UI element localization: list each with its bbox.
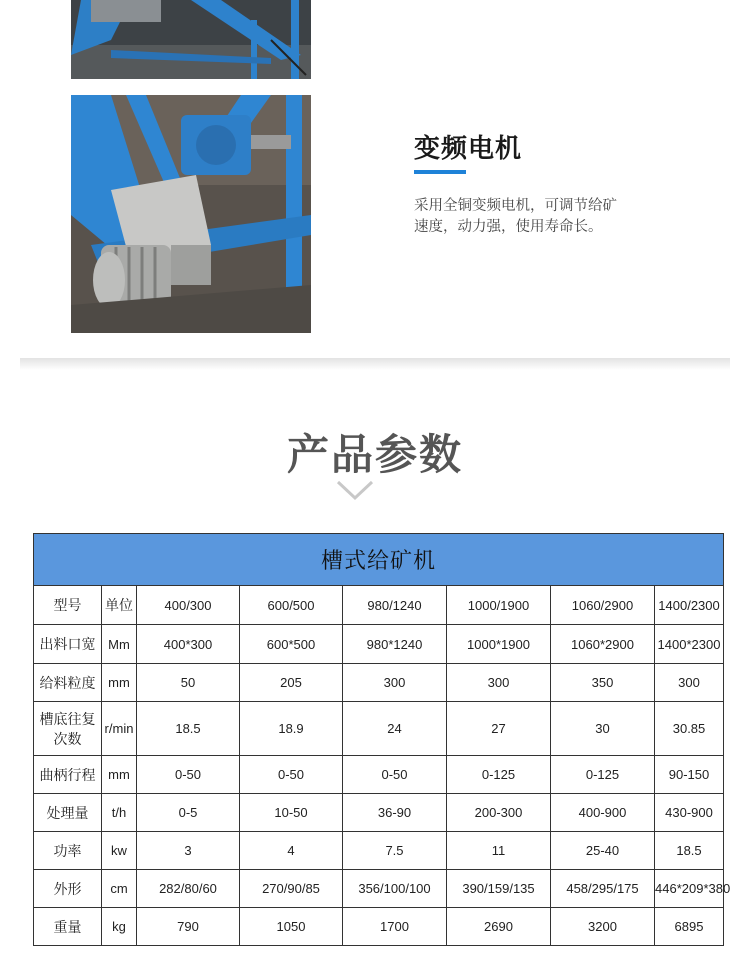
table-cell: 350 [551,664,655,702]
section-divider [20,358,730,370]
row-unit: mm [102,664,137,702]
row-label: 外形 [34,870,102,908]
table-cell: 36-90 [343,794,447,832]
row-unit: kw [102,832,137,870]
table-row [34,625,724,664]
table-row [34,794,724,832]
table-row [34,908,724,946]
table-cell: 300 [655,664,724,702]
machine-photo-top [71,0,311,79]
table-cell: 0-50 [240,756,343,794]
spec-table-wrapper [33,533,731,946]
table-cell: 18.5 [137,702,240,756]
row-unit: kg [102,908,137,946]
row-unit: r/min [102,702,137,756]
table-cell: 390/159/135 [447,870,551,908]
table-cell: 90-150 [655,756,724,794]
row-label: 出料口宽 [34,625,102,664]
table-cell: 25-40 [551,832,655,870]
table-cell: 2690 [447,908,551,946]
row-label: 给料粒度 [34,664,102,702]
table-cell: 600/500 [240,586,343,625]
table-cell: 18.9 [240,702,343,756]
row-unit: Mm [102,625,137,664]
table-row [34,756,724,794]
row-unit: 单位 [102,586,137,625]
table-cell: 1050 [240,908,343,946]
row-label: 功率 [34,832,102,870]
table-row [34,870,724,908]
table-cell: 980/1240 [343,586,447,625]
table-cell: 10-50 [240,794,343,832]
table-cell: 356/100/100 [343,870,447,908]
feature-accent-bar [414,170,466,174]
row-label: 处理量 [34,794,102,832]
table-cell: 400*300 [137,625,240,664]
table-cell: 0-125 [447,756,551,794]
table-cell: 30.85 [655,702,724,756]
machine-photo-top-graphic [71,0,311,79]
row-label: 槽底往复次数 [34,702,102,756]
table-cell: 7.5 [343,832,447,870]
table-cell: 1000/1900 [447,586,551,625]
table-cell: 27 [447,702,551,756]
table-row [34,702,724,756]
table-cell: 300 [447,664,551,702]
table-cell: 458/295/175 [551,870,655,908]
table-cell: 6895 [655,908,724,946]
row-label: 曲柄行程 [34,756,102,794]
table-cell: 270/90/85 [240,870,343,908]
table-cell: 1000*1900 [447,625,551,664]
table-cell: 790 [137,908,240,946]
motor-photo-graphic [71,95,311,333]
table-cell: 430-900 [655,794,724,832]
table-cell: 0-50 [137,756,240,794]
table-cell: 400-900 [551,794,655,832]
table-cell: 1400/2300 [655,586,724,625]
table-cell: 0-50 [343,756,447,794]
table-cell: 1060*2900 [551,625,655,664]
table-caption: 槽式给矿机 [34,534,724,586]
table-cell: 282/80/60 [137,870,240,908]
table-cell: 200-300 [447,794,551,832]
table-cell: 400/300 [137,586,240,625]
feature-description: 采用全铜变频电机，可调节给矿速度，动力强，使用寿命长。 [414,198,617,235]
motor-photo [71,95,311,333]
table-cell: 0-125 [551,756,655,794]
row-label: 重量 [34,908,102,946]
table-cell: 30 [551,702,655,756]
table-cell: 980*1240 [343,625,447,664]
feature-title: 变频电机 [414,134,523,164]
table-cell: 300 [343,664,447,702]
spec-table [33,533,731,946]
section-title: 产品参数 [286,430,463,479]
table-row [34,664,724,702]
table-cell: 24 [343,702,447,756]
table-cell: 1400*2300 [655,625,724,664]
table-cell: 446*209*380 [655,870,724,908]
table-cell: 4 [240,832,343,870]
table-cell: 18.5 [655,832,724,870]
row-unit: cm [102,870,137,908]
table-row [34,832,724,870]
table-cell: 600*500 [240,625,343,664]
table-cell: 50 [137,664,240,702]
table-cell: 3 [137,832,240,870]
table-cell: 0-5 [137,794,240,832]
table-cell: 11 [447,832,551,870]
chevron-down-icon [335,478,375,502]
row-label: 型号 [34,586,102,625]
table-cell: 205 [240,664,343,702]
table-cell: 1700 [343,908,447,946]
row-unit: mm [102,756,137,794]
table-cell: 3200 [551,908,655,946]
table-row [34,586,724,625]
table-cell: 1060/2900 [551,586,655,625]
row-unit: t/h [102,794,137,832]
